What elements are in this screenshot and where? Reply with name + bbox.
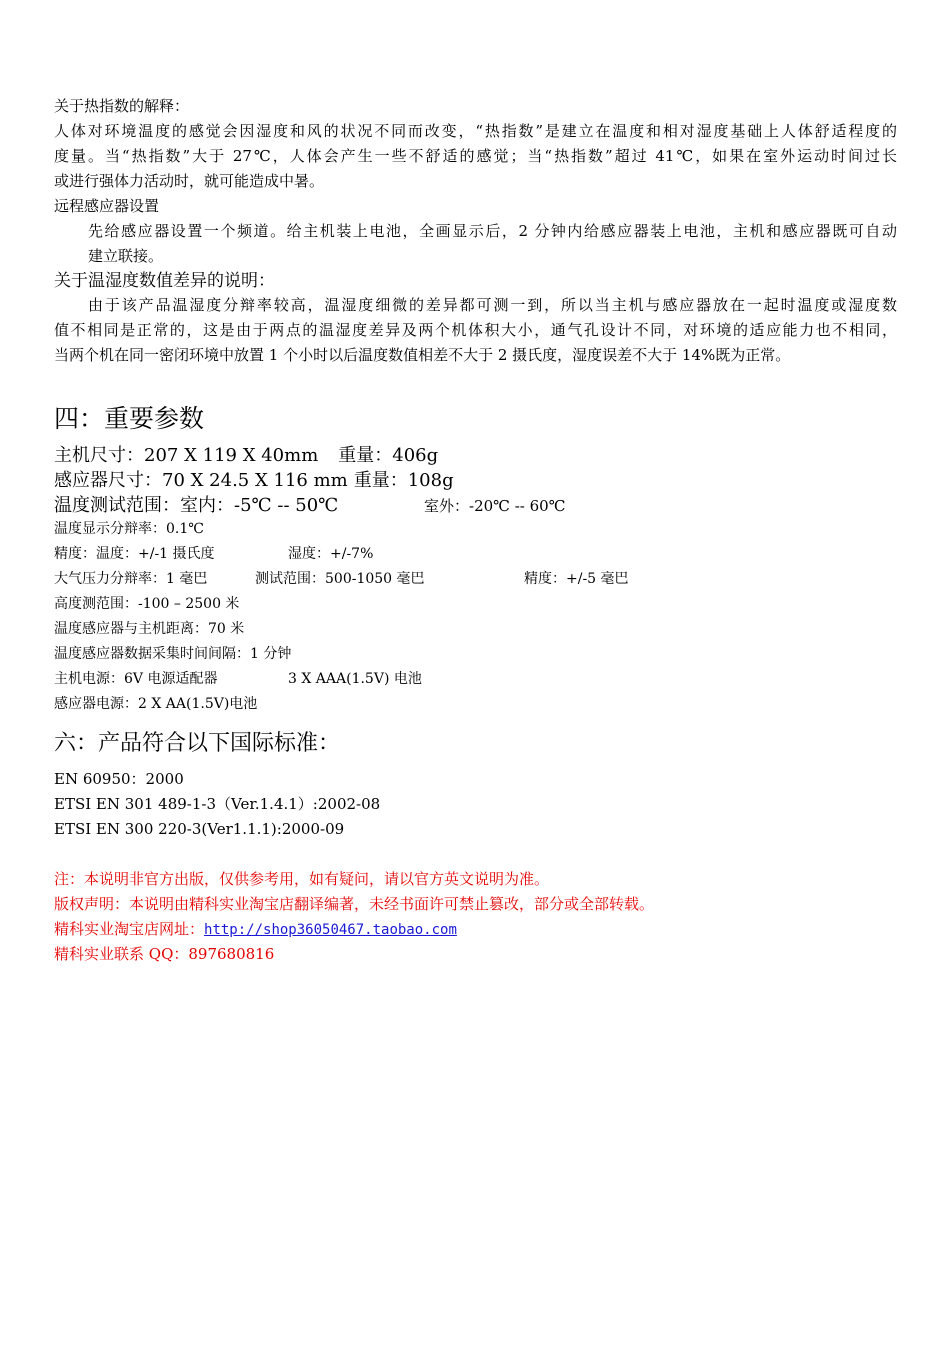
sensor-distance: 温度感应器与主机距离：70 米 — [54, 621, 245, 637]
sensor-weight: 重量：108g — [353, 470, 454, 491]
remote-sensor-heading: 远程感应器设置 — [54, 197, 160, 215]
difference-heading: 关于温湿度数值差异的说明： — [54, 271, 275, 291]
sensor-size: 感应器尺寸：70 X 24.5 X 116 mm — [54, 470, 348, 491]
shop-link[interactable]: http://shop36050467.taobao.com — [204, 922, 457, 938]
standard-item-2: ETSI EN 301 489-1-3（Ver.1.4.1）:2002-08 — [54, 795, 381, 813]
notice-note: 注：本说明非官方出版，仅供参考用，如有疑问，请以官方英文说明为准。 — [54, 870, 550, 888]
notice-qq: 精科实业联系 QQ：897680816 — [54, 945, 275, 963]
sensor-size-row — [54, 472, 454, 490]
heat-index-line-3: 或进行强体力活动时，就可能造成中暑。 — [54, 172, 325, 190]
heat-index-heading: 关于热指数的解释： — [54, 97, 190, 115]
pressure-resolution: 大气压力分辩率：1 毫巴 — [54, 571, 208, 587]
host-power-battery: 3 X AAA(1.5V) 电池 — [288, 671, 422, 687]
sampling-interval: 温度感应器数据采集时间间隔：1 分钟 — [54, 646, 292, 662]
altitude-range: 高度测范围：-100 – 2500 米 — [54, 596, 240, 612]
remote-sensor-line-1: 先给感应器设置一个频道。给主机装上电池，全画显示后，2 分钟内给感应器装上电池，主机和感应器既可自动 — [88, 222, 897, 240]
accuracy-humidity: 湿度：+/-7% — [288, 546, 374, 562]
standard-item-1: EN 60950：2000 — [54, 770, 184, 788]
host-weight: 重量：406g — [338, 445, 439, 466]
standards-heading: 六：产品符合以下国际标准： — [54, 731, 341, 756]
pressure-accuracy: 精度：+/-5 毫巴 — [524, 571, 629, 587]
standard-item-3: ETSI EN 300 220-3(Ver1.1.1):2000-09 — [54, 820, 345, 838]
remote-sensor-line-2: 建立联接。 — [88, 247, 164, 265]
pressure-range: 测试范围：500-1050 毫巴 — [255, 571, 425, 587]
notice-shop-row — [54, 922, 457, 937]
notice-copyright: 版权声明：本说明由精科实业淘宝店翻译编著，未经书面许可禁止篡改，部分或全部转载。 — [54, 895, 655, 913]
host-power: 主机电源：6V 电源适配器 — [54, 671, 218, 687]
difference-line-2: 值不相同是正常的，这是由于两点的温湿度差异及两个机体积大小，通气孔设计不同，对环境的适应能力也不相同， — [54, 321, 897, 339]
temp-range-row — [54, 497, 338, 515]
temp-range-indoor: 温度测试范围：室内：-5℃ -- 50℃ — [54, 495, 339, 516]
host-size-row — [54, 447, 438, 465]
sensor-power: 感应器电源：2 X AA(1.5V)电池 — [54, 696, 258, 712]
shop-label: 精科实业淘宝店网址： — [54, 920, 205, 938]
temp-resolution: 温度显示分辩率：0.1℃ — [54, 521, 204, 537]
difference-line-3: 当两个机在同一密闭环境中放置 1 个小时以后温度数值相差不大于 2 摄氏度，湿度误差不大于 14%既为正常。 — [54, 346, 791, 364]
accuracy-temp: 精度：温度：+/-1 摄氏度 — [54, 546, 215, 562]
params-heading: 四：重要参数 — [54, 404, 205, 433]
host-size: 主机尺寸：207 X 119 X 40mm — [54, 445, 319, 466]
heat-index-line-2: 度量。当“热指数”大于 27℃，人体会产生一些不舒适的感觉；当“热指数”超过 41℃，如果在室外运动时间过长 — [54, 147, 897, 165]
heat-index-line-1: 人体对环境温度的感觉会因湿度和风的状况不同而改变，“热指数”是建立在温度和相对湿度基础上人体舒适程度的 — [54, 122, 897, 140]
temp-range-outdoor: 室外：-20℃ -- 60℃ — [424, 497, 566, 515]
difference-line-1: 由于该产品温湿度分辩率较高，温湿度细微的差异都可测一到，所以当主机与感应器放在一起时温度或湿度数 — [88, 296, 897, 314]
